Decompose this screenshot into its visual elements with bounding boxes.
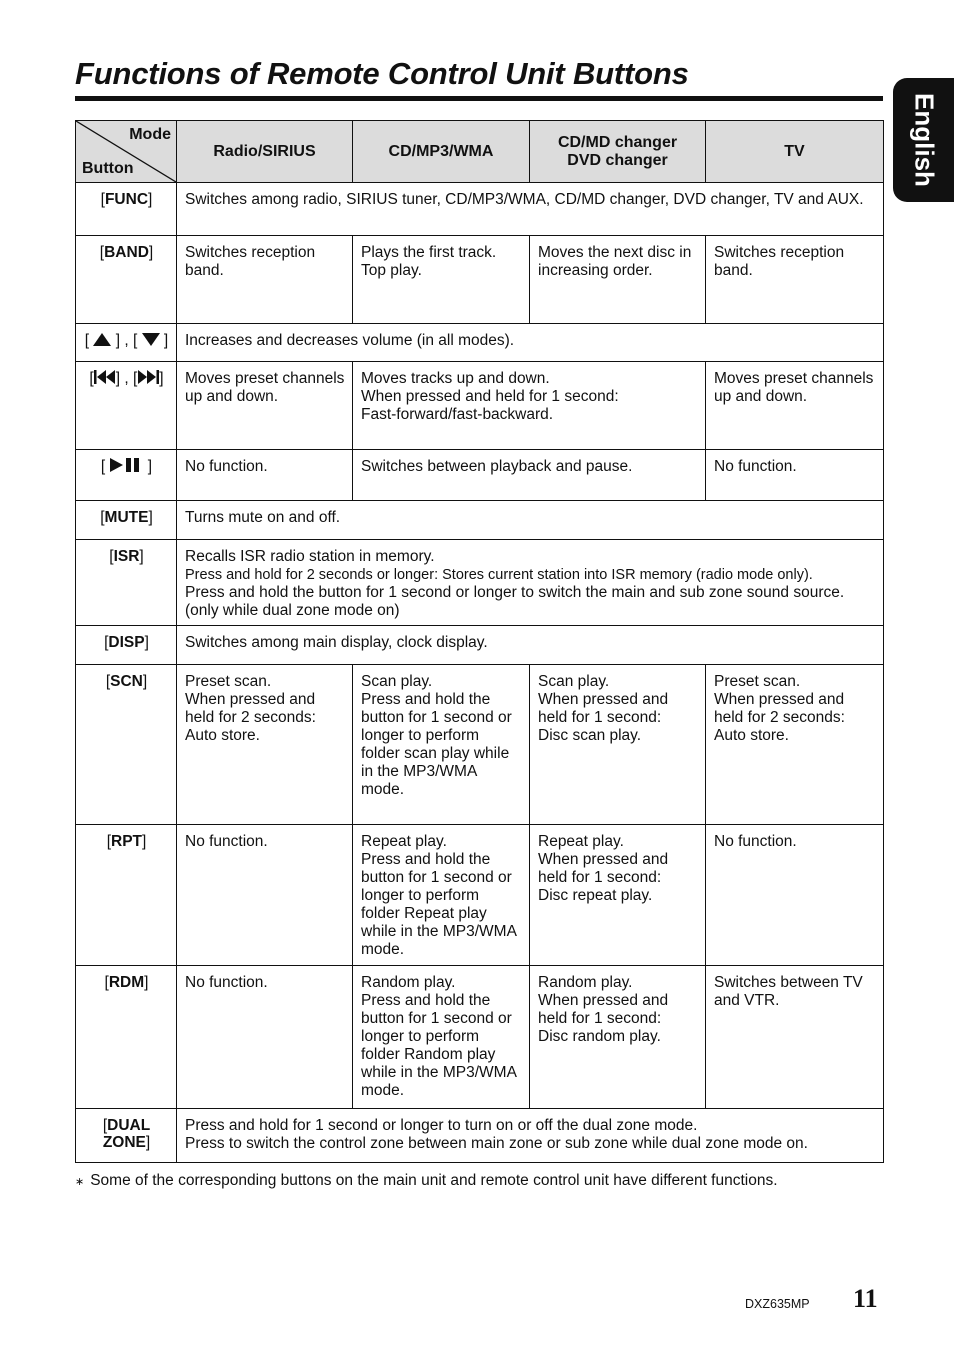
- button-label: Button: [82, 160, 134, 177]
- button-rpt: [RPT]: [76, 825, 177, 966]
- col-cd: CD/MP3/WMA: [353, 121, 530, 183]
- mode-label: Mode: [129, 126, 171, 143]
- row-band: [76, 236, 884, 324]
- row-skip: [76, 362, 884, 450]
- rpt-changer: Repeat play. When pressed and held for 1 second: Disc repeat play.: [530, 825, 706, 966]
- header-row: [76, 121, 884, 183]
- rpt-radio: No function.: [177, 825, 353, 966]
- skip-forward-icon: [137, 370, 159, 384]
- isr-line2: Press and hold for 2 seconds or longer: Stores current station into ISR memory (radio mode only).: [185, 567, 813, 583]
- button-skip: [ ] , [ ]: [76, 362, 177, 450]
- button-band: [BAND]: [76, 236, 177, 324]
- functions-table: [75, 120, 884, 1163]
- scn-changer: Scan play. When pressed and held for 1 second: Disc scan play.: [530, 665, 706, 825]
- play-radio: No function.: [177, 450, 353, 501]
- skip-radio: Moves preset channels up and down.: [177, 362, 353, 450]
- dual-line1: Press and hold for 1 second or longer to turn on or off the dual zone mode.: [185, 1117, 698, 1134]
- page-title: Functions of Remote Control Unit Buttons: [75, 56, 689, 91]
- row-rdm: [76, 966, 884, 1109]
- row-volume: [76, 324, 884, 362]
- rdm-cd: Random play. Press and hold the button for 1 second or longer to perform folder Random play while in the MP3/WMA mode.: [353, 966, 530, 1109]
- disp-all: Switches among main display, clock display.: [177, 626, 884, 665]
- scn-cd: Scan play. Press and hold the button for 1 second or longer to perform folder scan play while in the MP3/WMA mode.: [353, 665, 530, 825]
- band-tv: Switches reception band.: [706, 236, 884, 324]
- col-tv: TV: [706, 121, 884, 183]
- button-dual-zone: [DUAL ZONE]: [76, 1109, 177, 1163]
- dual-all: [177, 1109, 884, 1163]
- footnote: [75, 1172, 778, 1190]
- volume-all: Increases and decreases volume (in all modes).: [177, 324, 884, 362]
- rdm-radio: No function.: [177, 966, 353, 1109]
- func-all: Switches among radio, SIRIUS tuner, CD/MP3/WMA, CD/MD changer, DVD changer, TV and AUX.: [177, 183, 884, 236]
- row-func: [76, 183, 884, 236]
- button-isr: [ISR]: [76, 540, 177, 626]
- scn-tv: Preset scan. When pressed and held for 2 seconds: Auto store.: [706, 665, 884, 825]
- row-mute: [76, 501, 884, 540]
- button-rdm: [RDM]: [76, 966, 177, 1109]
- row-disp: [76, 626, 884, 665]
- rpt-tv: No function.: [706, 825, 884, 966]
- rdm-tv: Switches between TV and VTR.: [706, 966, 884, 1109]
- rdm-changer: Random play. When pressed and held for 1 second: Disc random play.: [530, 966, 706, 1109]
- row-scn: [76, 665, 884, 825]
- dual-line2: Press to switch the control zone between main zone or sub zone while dual zone mode on.: [185, 1135, 808, 1152]
- skip-back-icon: [94, 370, 116, 384]
- col-changer-line2: DVD changer: [567, 151, 668, 169]
- isr-all: [177, 540, 884, 626]
- band-radio: Switches reception band.: [177, 236, 353, 324]
- col-changer: [530, 121, 706, 183]
- row-isr: [76, 540, 884, 626]
- row-dual-zone: [76, 1109, 884, 1163]
- footnote-mark: ∗: [75, 1176, 85, 1188]
- row-rpt: [76, 825, 884, 966]
- footnote-text: Some of the corresponding buttons on the main unit and remote control unit have different functions.: [90, 1172, 778, 1189]
- row-play: [76, 450, 884, 501]
- play-cd-changer: Switches between playback and pause.: [353, 450, 706, 501]
- play-pause-icon: [110, 458, 144, 472]
- down-triangle-icon: [142, 333, 160, 346]
- rpt-cd: Repeat play. Press and hold the button for 1 second or longer to perform folder Repeat play while in the MP3/WMA mode.: [353, 825, 530, 966]
- page-number: 11: [853, 1284, 878, 1313]
- button-mute: [MUTE]: [76, 501, 177, 540]
- isr-line3: Press and hold the button for 1 second or longer to switch the main and sub zone sound source.(only while dual zone mode on): [185, 584, 845, 619]
- button-disp: [DISP]: [76, 626, 177, 665]
- up-triangle-icon: [93, 333, 111, 346]
- isr-line1: Recalls ISR radio station in memory.: [185, 548, 435, 565]
- button-volume: [ ] , [ ]: [76, 324, 177, 362]
- skip-tv: Moves preset channels up and down.: [706, 362, 884, 450]
- model-number: DXZ635MP: [745, 1297, 810, 1311]
- button-play-pause: [ ]: [76, 450, 177, 501]
- title-rule: [75, 96, 883, 101]
- mute-all: Turns mute on and off.: [177, 501, 884, 540]
- col-radio: Radio/SIRIUS: [177, 121, 353, 183]
- skip-cd-changer: Moves tracks up and down. When pressed and held for 1 second: Fast-forward/fast-backward.: [353, 362, 706, 450]
- play-tv: No function.: [706, 450, 884, 501]
- button-func: [FUNC]: [76, 183, 177, 236]
- language-tab: [893, 78, 954, 202]
- band-cd: Plays the first track. Top play.: [353, 236, 530, 324]
- button-scn: [SCN]: [76, 665, 177, 825]
- corner-header: [76, 121, 177, 183]
- scn-radio: Preset scan. When pressed and held for 2 seconds: Auto store.: [177, 665, 353, 825]
- col-changer-line1: CD/MD changer: [557, 133, 678, 151]
- language-tab-label: English: [909, 93, 939, 187]
- band-changer: Moves the next disc in increasing order.: [530, 236, 706, 324]
